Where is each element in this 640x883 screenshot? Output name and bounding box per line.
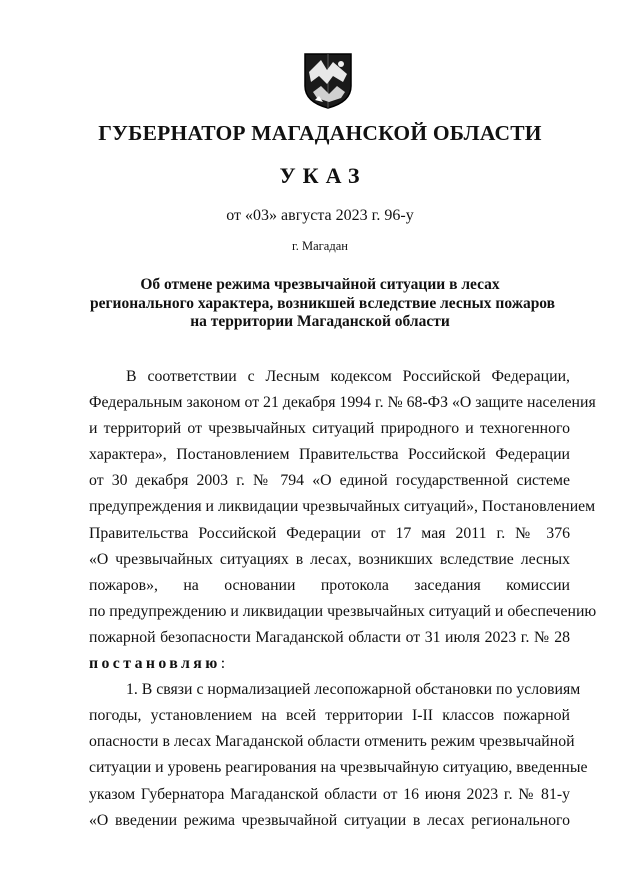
- date-number-line: от «03» августа 2023 г. 96-у: [226, 207, 414, 224]
- preamble-line: Федеральным законом от 21 декабря 1994 г. № 68-ФЗ «О защите населения: [89, 394, 596, 412]
- preamble-line: от 30 декабря 2003 г. № 794 «О единой государственной системе: [89, 472, 570, 490]
- item-1-line: ситуации и уровень реагирования на чрезвычайную ситуацию, введенные: [89, 759, 588, 777]
- subject-line: регионального характера, возникшей вследствие лесных пожаров: [90, 294, 556, 312]
- preamble-line: характера», Постановлением Правительства Российской Федерации: [89, 446, 570, 464]
- preamble-line: Правительства Российской Федерации от 17 мая 2011 г. № 376: [89, 524, 570, 542]
- decree-body: [89, 366, 597, 836]
- subject-line: Об отмене режима чрезвычайной ситуации в лесах: [140, 276, 500, 293]
- decree-operative-word: [89, 653, 570, 679]
- item-1-line: указом Губернатора Магаданской области от 16 июня 2023 г. № 81-у: [89, 785, 570, 803]
- decree-word: постановляю: [89, 655, 221, 673]
- preamble-line: В соответствии с Лесным кодексом Российской Федерации,: [126, 368, 570, 385]
- preamble-line: «О чрезвычайных ситуациях в лесах, возникших вследствие лесных: [89, 550, 570, 568]
- preamble-line: по предупреждению и ликвидации чрезвычайных ситуаций и обеспечению: [89, 602, 597, 620]
- preamble-line: пожаров», на основании протокола заседания комиссии: [89, 576, 570, 594]
- decree-colon: :: [220, 655, 226, 673]
- decree-subject: [90, 276, 556, 332]
- document-type: УКАЗ: [279, 163, 367, 188]
- issue-city: г. Магадан: [292, 239, 348, 253]
- item-1-line: опасности в лесах Магаданской области отменить режим чрезвычайной: [89, 733, 575, 751]
- item-1-line: «О введении режима чрезвычайной ситуации в лесах регионального: [89, 811, 570, 829]
- preamble-line: и территорий от чрезвычайных ситуаций природного и техногенного: [89, 420, 570, 438]
- item-1-line: погоды, установлением на всей территории I-II классов пожарной: [89, 707, 570, 725]
- item-1-line: 1. В связи с нормализацией лесопожарной обстановки по условиям: [126, 681, 581, 699]
- preamble-line: предупреждения и ликвидации чрезвычайных ситуаций», Постановлением: [89, 498, 596, 516]
- preamble-line: пожарной безопасности Магаданской области от 31 июля 2023 г. № 28: [89, 628, 570, 646]
- coat-of-arms-emblem: [303, 52, 353, 110]
- subject-line: на территории Магаданской области: [190, 313, 450, 330]
- issuer-title: ГУБЕРНАТОР МАГАДАНСКОЙ ОБЛАСТИ: [98, 121, 542, 145]
